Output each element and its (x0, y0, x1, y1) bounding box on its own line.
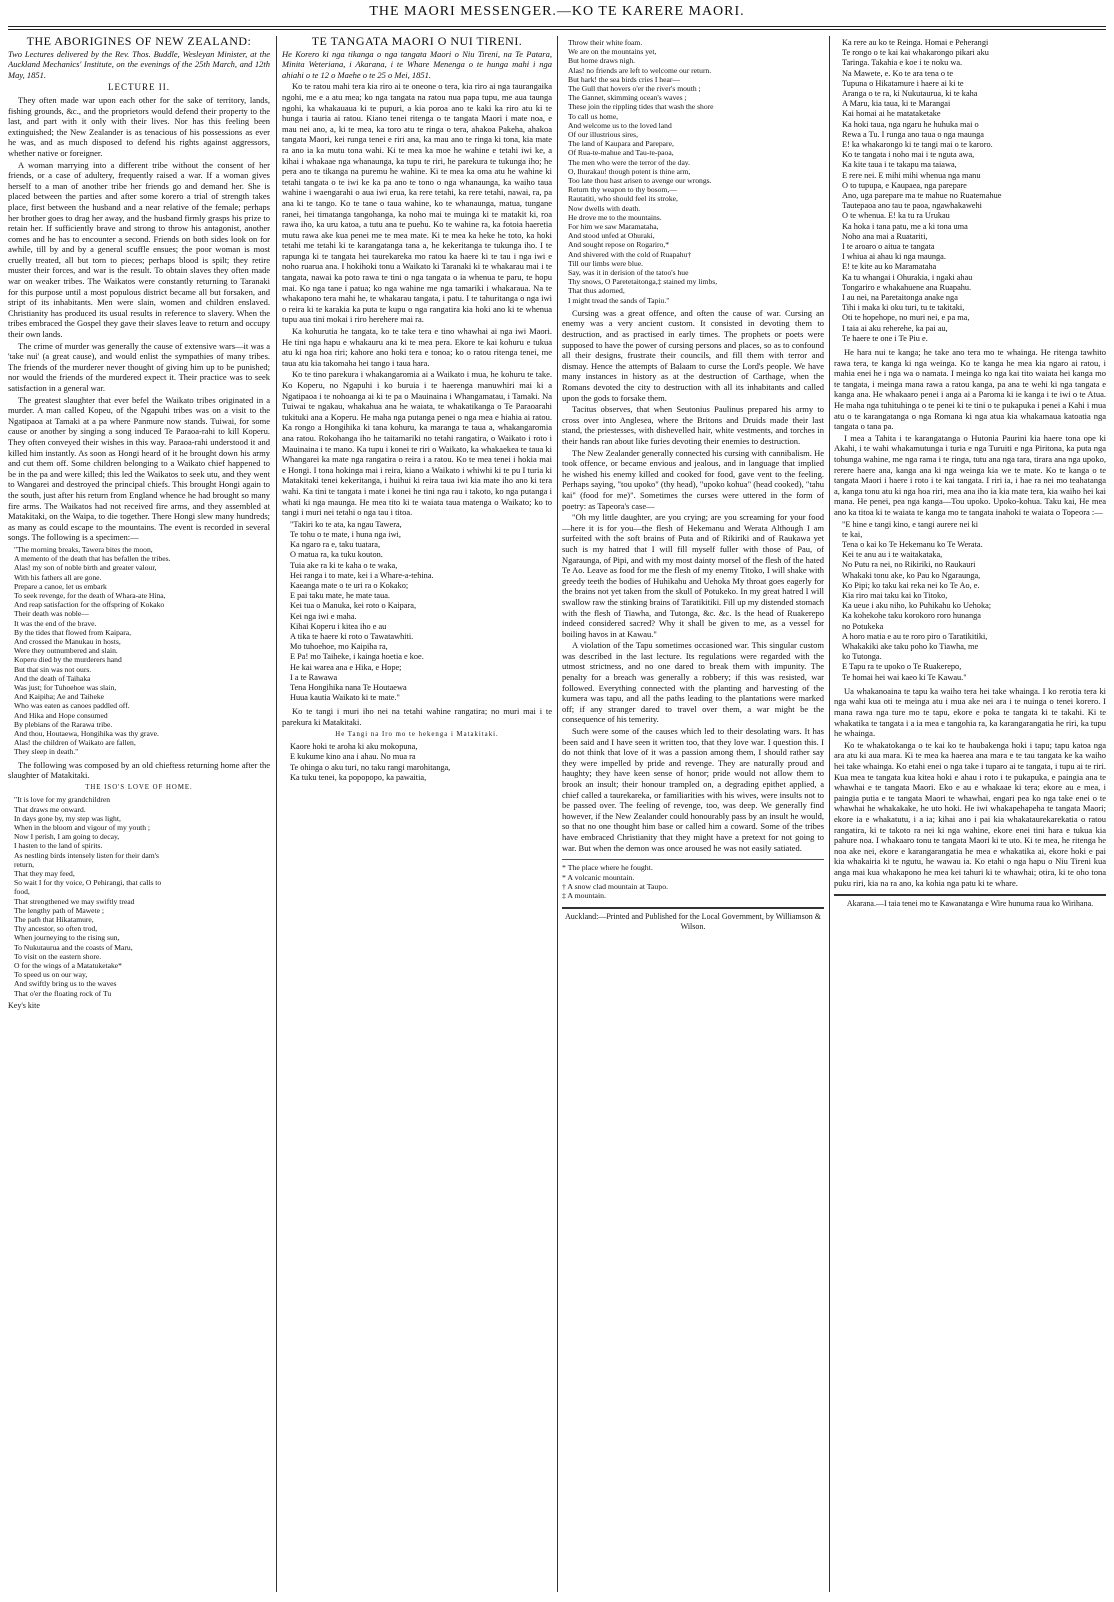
text-line: Kei nga iwi e maha. (290, 611, 357, 621)
text-line: Who was eaten as canoes paddled off. (14, 701, 130, 711)
text-line: The Gannet, skimming ocean's waves ; (568, 93, 687, 103)
paragraph: He hara nui te kanga; he take ano tera mo te whainga. He ritenga tawhito rawa tera, te kanga ki nga weinga. Ko te kanga he mea kia ngaro ai ratou, i mahia enei he i nga wa o namata. I meinga ko nga kai tito waiata hei kanga mo te tangata, i meinga mana rawa a ratou kanga, pa ana te wehi ki nga tangata e kanga ana. He whakaaro penei i anga ai a Paroma ki ie kanga i te iwi o te Atua. He maha nga tuhituhinga o te penei ki te tini o te pukapuka i penei a Kahi i mua atu o te karangatanga o nga Romana ki nga atua kia whakamaua katoatia nga tangata o tana pa. (834, 347, 1106, 432)
text-line: And swiftly bring us to the waves (14, 979, 117, 989)
paragraph: The New Zealander generally connected his cursing with cannibalism. He took offence, or became envious and jealous, and in language that implied he wished his enemy killed and cooked for food, gave vent to the feeling. Perhaps saying, "tou upoko" (thy head), "upoko kohua" (head cooked), "tahu kai" (food for me)". Sometimes the curses were uttered in the form of poetry: as Tapeora's case— (562, 447, 824, 511)
column-divider (276, 36, 277, 1592)
text-line: He kai warea ana e Hika, e Hope; (290, 662, 402, 672)
paragraph: Ko te ratou mahi tera kia riro ai te oneone o tera, kia riro ai nga taurangaika ngohi, me e a atu mea; ko nga tangata na ratou nua papa tupu, me aua taunga ngohi, ka whakauaua ki te pupuri, a kia poroa ano te kaki ka riro atu ki te hunga i tauria ai ratou. Kiano tenei ritenga o te tangata Maori i mate noa, e mau nei ano, a, ki te mea, ka toro atu te ringa o tera, ahakoa Pakeha, ahakoa tangata Maori, kei runga tenei e riri ana, ka mau ano te ringa ki tona, kia mate ra ano ia ka mutu tona wahi. Ki te mea ka moe he wahine e tetahi iwi ke, a kihai i whakaae nga whanaunga, ka tupu te riri, he parekura te tukunga iho; he pera ano te tikanga na puremu he wahine. Ki te mea ka oma atu he wahine ki tetahi tangata o te iwi ke ka pa ano te tono o nga whanaunga, ka waiho taua wahine i waengarahi o aua iwi erua, ka rere tetahi, ka rere tetahi, nawai, ra, pa ana ki te tango. Ko te tane o taua wahine, ko te whanaunga, matua, tungane ranei, hei timatanga tangohanga, ka noho mai te muinga ki te matakit ki, roa rawa iho, ka uru katoa, a tutu ana te puehu. Ko te wahine ra, ka fotoia haeretia mutu rawa ake kua penei me te mea mate. Ki te mea ka heke he toto, ka hoki tetahi me tetahi ki te karangatanga tana a, he kekeritanga te tukunga iho. I te rapunga ki te tangata hei taurekareka mo ratou ka haere ki te tau i nga iwi e noho ruarua ana. I hokihoki tonu a Waikato ki Taranaki ki te whakarau mai i te tangata, nawai ka poto rawa te tini o nga tangata o ia whenua te paru, te hopu mai. Ko nga tane i patua; ko nga wahine me nga tamariki i whakaraua. Na te whakapono tera mahi he, te whakarau tangata, i patu. I te tahuritanga o nga iwi o reira ki te karakia ka puta te kupu o nga rangatira kia hoki ano ki te whenua tupu aua tini mokai i riro herehere mai ra. (282, 81, 552, 325)
text-line: Were they outnumbered and slain. (14, 646, 118, 656)
text-line: * A volcanic mountain. (562, 872, 635, 882)
text-line: Ka rere au ko te Reinga. Homai e Peherangi (842, 38, 989, 47)
text-line: Koperu died by the murderers hand (14, 655, 122, 665)
text-line: To seek revenge, for the death of Whara-ate Hina, (14, 590, 166, 600)
text-line: And Kaipiha; Ae and Taiheke (14, 692, 105, 702)
text-line: Thy ancestor, so often trod, (14, 924, 98, 934)
poem-continued (842, 38, 1106, 344)
text-line: Kei te anu au i te waitakataka, (842, 550, 943, 560)
text-line: That they may feed, (14, 868, 75, 878)
text-line: Ka kohekohe taku korokoro roro hunanga (842, 611, 981, 621)
text-line: Kai homai ai he matataketake (842, 109, 941, 119)
text-line: Alas! my son of noble birth and greater valour, (14, 563, 157, 573)
paragraph: Such were some of the causes which led to their desolating wars. It has been said and I have seen it written too, that they love war. I question this. I do not think that love of it was a passion among them, I should rather say they were impelled by pride and revenge. They are naturally proud and haughty; they have keen sense of honor; pride would not allow them to brook an insult; their honour trampled on, a degrading epithet applied, a chief called a taurekareka, or familiarities with his wives, were insults not to be passed over. The feeling of revenge, too, was deep. We generally find however, if the New Zealander could honourably pass by an insult he would, so that no one thought him base or called him a coward. Some of the tribes have embraced Christianity that they might have a pretext for not going to war. But when the demon was once aroused he was not easily satiated. (562, 726, 824, 853)
text-line: By the tides that flowed from Kaipara, (14, 627, 132, 637)
text-line: No Putu ra nei, no Rikiriki, no Raukauri (842, 560, 976, 570)
text-line: That thus adorned, (568, 286, 625, 296)
text-line: And Hika and Hope consumed (14, 710, 108, 720)
text-line: Mo tuhoehoe, mo Kaipiha ra, (290, 642, 388, 652)
text-line: A tika te haere ki roto o Tawatawhiti. (290, 631, 414, 641)
masthead: THE MAORI MESSENGER.—KO TE KARERE MAORI. (369, 4, 745, 19)
text-line: O, Ihurakau! though potent is thine arm, (568, 166, 691, 176)
text-line: I au nei, na Paretaitonga anake nga (842, 293, 958, 303)
text-line: The lengthy path of Mawete ; (14, 905, 105, 915)
article-intro: He Korero ki nga tikanga o nga tangata Maori o Niu Tireni, na Te Patara, Minita Weteriana, i Akarana, i te Whare Menenga o te hunga mahi i nga ahiahi o te 12 o Maehe o te 25 o Mei, 1851. (282, 48, 552, 80)
text-line: For him we saw Maramataha, (568, 222, 659, 232)
text-line: ‡ A mountain. (562, 891, 606, 901)
text-line: Ka hoka i tana patu, me a ki tona uma (842, 221, 968, 231)
paragraph: The greatest slaughter that ever befel the Waikato tribes originated in a murder. A man called Kopeu, of the Ngapuhi tribes was on a visit to the Ngatipaoa at Tamaki at a pa where Panmure now stands. Tuiwai, for some cause or another by singing a song induced Te Paraoa-rahi to kill Koperu. They often conveyed their wishes in this way. Paraoa-rahi understood it and killed him instantly. As soon as Hongi heard of it he brought down his army and cut them off. Some children belonging to a Waikato chief happened to be in the pa and were killed; this led the Waikatos to seek utu, and they went to Wangarei and destroyed the principal chiefs. This brought Hongi again to the south, just after his return from England whence he had brought so many fire arms. The Waikatos had not received fire arms, and they assembled at Matakitaki, on the Waipa, to die together. There Hongi slew many hundreds; as many as could escape to the mountains. The event is recorded in several songs. The following is a specimen:— (8, 394, 270, 543)
text-line: O for the wings of a Matatuketake* (14, 961, 122, 971)
text-line: Throw their white foam. (568, 38, 643, 47)
paragraph: The crime of murder was generally the cause of extensive wars—it was a 'take nui' (a great cause), and would enlist the sympathies of many tribes. The friends of the murderer never thought of giving him up to be punished; nor would the friends of the murdered expect it. Their practice was to seek satisfaction in a general war. (8, 340, 270, 393)
text-line: Alas! no friends are left to welcome our return. (568, 65, 712, 75)
poem-matakitaki (14, 545, 270, 757)
text-line: Aranga o te ra, ki Nukutaurua, ki te kaha (842, 89, 978, 99)
text-line: Whakakiki ake taku poho ko Tiawha, me (842, 642, 979, 652)
paragraph: "Oh my little daughter, are you crying; are you screaming for your food—here it is for you—the flesh of Hekemanu and Werata Although I am surfeited with the soft brains of Puta and of Rikiriki and of Raukawa yet such is my hatred that I will fill myself fuller with those of Pau, of Ngaraunga, of Pipi, and with my most dainty morsel of the flesh of the hated Te Ao. Leave as food for me the flesh of my enemy Titoko, I will shake with greedy teeth the bodies of Huhikahu and Uehoka My throat goes eagerly for the brains not yet taken from the skull of Potukeko. In my great hatred I will swallow raw the stinking brains of Taratikitiki. Fill up my distended stomach with the flesh of Tiawha, and Tutonga, &c. &c. Is the head of Ruakerepo indeed considered sacred? Why it shall be given to me, as a vessel for boiling havos in at Kawau." (562, 512, 824, 639)
column-english-lecture (8, 36, 270, 1592)
text-line: Kia riro mai taku kai ko Titoko, (842, 591, 948, 601)
text-line: Thy snows, O Paretetaitonga,‡ stained my limbs, (568, 277, 718, 287)
article-title: THE ABORIGINES OF NEW ZEALAND: (26, 36, 252, 48)
text-line: Kei tua o Manuka, kei roto o Kaipara, (290, 601, 417, 611)
text-line: Return thy weapon to thy bosom,— (568, 185, 677, 195)
text-line: E Tapu ra te upoko o Te Ruakerepo, (842, 662, 962, 672)
text-line: But that sin was not ours. (14, 664, 92, 674)
paragraph: Ko te tangi i muri iho nei na tetahi wahine rangatira; no muri mai i te parekura ki Matakitaki. (282, 706, 552, 727)
text-line: And welcome us to the loved land (568, 120, 672, 130)
text-line: Ano, uga parepare ma te mahue no Ruatemahue (842, 191, 1002, 201)
text-line: The men who were the terror of the day. (568, 157, 691, 167)
text-line: Now dwells with death. (568, 203, 641, 213)
column-maori-lecture (282, 36, 552, 1592)
text-line: Te tohu o te mate, i huna nga iwi, (290, 529, 401, 539)
text-line: That strengthened we may swiftly tread (14, 896, 135, 906)
text-line: Ko te tangata i noho mai i te nguta awa, (842, 150, 975, 160)
text-line: "E hine e tangi kino, e tangi aurere nei ki (842, 519, 979, 529)
text-line: O matua ra, ka tuku kouton. (290, 550, 383, 560)
text-line: Hei ranga i to mate, kei i a Whare-a-tehina. (290, 570, 434, 580)
text-line: Te ohinga o aku turi, no taku rangi marohitanga, (290, 762, 451, 772)
text-line: To visit on the eastern shore. (14, 951, 102, 961)
text-line: With his fathers all are gone. (14, 572, 102, 582)
text-line: But hark! the sea birds cries I hear— (568, 74, 680, 84)
text-line: Say, was it in derision of the tatoo's hue (568, 268, 689, 278)
paragraph: A violation of the Tapu sometimes occasioned war. This singular custom was described in the last lecture. Its regulations were regarded with the utmost strictness, and no one dared to break them with impunity. The penalty for a breach was generally a robbery; if this was resisted, war followed. Everything connected with the planting and harvesting of the kumera was tapu, and all the paths leading to the plantations were marked off; if any stranger dared to travel over them, a war might be the consequence of his temerity. (562, 640, 824, 725)
text-line: We are on the mountains yet, (568, 47, 657, 57)
text-line: Ka tu whangai i Ohurakia, i ngaki ahau (842, 272, 973, 282)
text-line: Noho ana mai a Ruatariti, (842, 231, 928, 241)
paragraph: Ua whakanoaina te tapu ka waiho tera hei take whainga. I ko rerotia tera ki nga wahi kua oti te meinga atu i mua ake nei ara i te nuinga o tenei korero. I mana rawa nga ture mo te tapu, ekore e poka te tangata ki te takahi. Ki te whakatika te tangata i a ia mea e tangohia ra, ka karangarangatia he riri, ka tupu he whainga. (834, 685, 1106, 739)
text-line: Oti te hopehope, no muri nei, e pa ma, (842, 313, 970, 323)
text-line: And thou, Houtaewa, Hongihika was thy grave. (14, 728, 159, 738)
text-line: And crossed the Manukau in hosts, (14, 636, 121, 646)
text-line: I te aroaro o aitua te tangata (842, 242, 935, 252)
text-line: Till our limbs were blue. (568, 258, 644, 268)
text-line: By plebians of the Rarawa tribe. (14, 719, 113, 729)
text-line: Ko Pipi; ko taku kai reka nei ko Te Ao, e. (842, 580, 980, 590)
paragraph: The following was composed by an old chieftess returning home after the slaughter of Matakitaki. (8, 759, 270, 781)
text-line: I taia ai aku reherehe, ka pai au, (842, 323, 948, 333)
masthead-rule-2 (8, 29, 1106, 30)
text-line: † A snow clad mountain at Taupo. (562, 881, 669, 891)
paragraph: Cursing was a great offence, and often the cause of war. Cursing an enemy was a very ancient custom. It consisted in devoting them to destruction, and as practised in early times. The prophets or poets were supposed to have the power of cursing persons and places, so as to confound all their designs, frustrate their councils, and fill them with terror and dismay. Hence the attempts of Balaam to curse the Lord's people. We have many instances in history as at the destruction of Carthage, when the Romans devoted the city to destruction with all its inhabitants and called upon the gods to forsake them. (562, 307, 824, 403)
text-line: O te whenua. E! ka tu ra Urukau (842, 211, 950, 221)
text-line: When in the bloom and vigour of my youth ; (14, 822, 151, 832)
text-line: And shivered with the cold of Ruapahu† (568, 249, 692, 259)
footnotes (562, 859, 824, 901)
text-line: Kihai Koperu i kitea iho e au (290, 621, 387, 631)
text-line: I a te Rawawa (290, 672, 338, 682)
paragraph: Ko te tino parekura i whakangaromia ai a Waikato i mua, he kohuru te take. Ko Koperu, no Ngapuhi i ko buruia i te haerenga manuwhiri mai ki a Ngatipaoa i te nohoanga ai ki te pa o Mauinaina i Whangamatau, i Tamaki. Na Tuiwai te ngakau, whakahua ana he waiata, te whakatikanga o Te Paraoarahi tukituki ana a Koperu. He maha nga putanga penei o nga mea e hiahia ai ratou. Ka rongo a Hongihika ki tana kohuru, ka maranga te taua a, whakangaromia ana ratou. Rokohanga iho he taitamariki no tetahi rangatira, o Waikato i roto i Mauinaina i te mano. Ka tupu i konei te riri o Waikato, ka whakaekea te taua ki Whangarei ka mate nga rangatira o reira i a ratou. Ko te mea tenei i hokia mai e Hongi. I tona hokinga mai i reira, kiano a Waikato i whiwhi ki te pu I turia ki Matakitaki tenei kekeritanga, i huihui ki reira taua iwi kia mate iho ano ki tera wahi. Ka tini te tangata i mate i konei he tini nga rau i takoto, ko nga putanga i whati ki nga maunga. He mea tito ki te waiata taua matenga o Waikato; ko to tangi i muri nei tetahi o nga tau i titoa. (282, 369, 552, 518)
text-line: The path that Hikatamure, (14, 915, 94, 924)
poem-title: He Tangi na Iro mo te hekenga i Matakitaki. (335, 730, 499, 738)
text-line: When journeying to the rising sun, (14, 933, 120, 943)
text-line: te kai, (842, 529, 863, 539)
poem-title: THE ISO'S LOVE OF HOME. (85, 783, 193, 791)
text-line: "The morning breaks, Tawera bites the moon, (14, 544, 153, 554)
paragraph: I mea a Tahita i te karangatanga o Hutonia Paurini kia haere tona ope ki Akahi, i te wahi whakamutunga i turia e nga Turuiti e nga Piritona, ka puta nga tohunga wahine, me nga rama i te ringa, tutu ana nga tara, tirara ana nga upoko, rerere haere ana, kanga ana ki nga weinga kia we te mate. Ko te kanga o te tangata Maori i haere i roto i te kai tangata. I riri ia, i hae ra nei mo teahatanga a, kanga tonu atu ki nga hoa riri, mea ana iho ia kia mate tera, kia waiho hei kai mana. He penei, pea nga kanga—Tou upoko. Upoko-kohua. Taku kai, He mea ano ka titoa ki te waiata te kanga mo te tangata inahoki te waiata o Topeora :— (834, 432, 1106, 517)
article-title: TE TANGATA MAORI O NUI TIRENI. (311, 36, 523, 48)
text-line: Tuia ake ra ki te kaha o te waka, (290, 560, 398, 570)
text-line: E pai taku mate, he mate taua. (290, 591, 390, 601)
text-line: E kukume kino ana i ahau. No mua ra (290, 752, 416, 762)
text-line: The Gull that hovers o'er the river's mouth ; (568, 84, 701, 94)
text-line: E! ka whakarongo ki te tangi mai o te karoro. (842, 140, 993, 150)
paragraph: Ko te whakatokanga o te kai ko te haubakenga hoki i tapu; tapu katoa nga ara atu ki aua mara. Ki te mea ka haerea ana mara e te tau tangata ke ka waiho hei take whainga. Ko etahi enei o nga take i tuparo ai te tangata, i tupu ai te riri. Kua mea te tangata kua kitea hoki e ahau i roto i te pukapuka, e paingia ana te whawhai e te tangata Maori. Eko e au e whakaae ki tera; ekore au e mea, i paingia putia e te tangata Maori te whawhai, engari pea ko nga take enei o te whawhai he whakakake, he uto hoki. He iwi whakapehapeha te tangata Maori; ekore ia e whakatutu, i a ia; kihai ano i pai kia whakataurekarekatia o ratou rangatira, ki te takoto ra nei ki nga wahine, ekore enei tini hara e tukua kia pahure noa. I whakaaro tonu te tangata Maori ki te uto. Ki te mea, he ritenga he noa ake nei, ekore e karangarangatia he mea e whakatika ai, ekore hoki e pai kia whakairia ki te ngutu, he wawau ia. Ko etahi o nga hapu o Niu Tireni kua anga mai kua whakapono he mea kei tahuri ki te whawhai; otira, ki te oho tona puku riri, kia na ra ano, ka kohia nga patu ki te whare. (834, 739, 1106, 888)
text-line: Ka ueue i aku niho, ko Puhikahu ko Uehoka; (842, 601, 992, 611)
text-line: food, (14, 887, 30, 897)
column-english-continued (562, 36, 824, 1592)
text-line: Tena o kai ko Te Hekemanu ko Te Werata. (842, 540, 983, 549)
text-line: Alas! the children of Waikato are fallen, (14, 738, 136, 748)
text-line: Their death was noble— (14, 609, 89, 619)
text-line: E! te kite au ko Maramataha (842, 262, 937, 272)
text-line: O to tupupa, e Kaupaea, nga parepare (842, 180, 967, 190)
poem-takiri (290, 520, 552, 704)
text-line: And reap satisfaction for the offspring of Kokako (14, 600, 165, 610)
text-line: The land of Kaupara and Parepare, (568, 139, 674, 149)
text-line: Te haere te one i Te Piu e. (842, 333, 928, 343)
text-line: And sought repose on Rogariro,* (568, 240, 670, 250)
text-line: Tupuna o Hikatamure i haere ai ki te (842, 78, 964, 88)
text-line: Kaeanga mate o te uri ra o Kokako; (290, 580, 409, 590)
text-line: Te rongo o te kai kai whakarongo pikari aku (842, 48, 989, 58)
text-line: Tautepaoa ano tau te paoa, ngawhakawehi (842, 201, 982, 211)
text-line: But home draws nigh. (568, 56, 636, 66)
text-line: Tihi i maka ki oku turi, tu te takitaki, (842, 303, 965, 313)
text-line: "Takiri ko te ata, ka ngau Tawera, (290, 519, 402, 529)
column-divider (829, 36, 830, 1592)
lecture-heading: LECTURE II. (108, 82, 170, 93)
paragraph: Ka kohurutia he tangata, ko te take tera e tino whawhai ai nga iwi Maori. He tini nga hapu e whakauru ana ki te mea pera. Ekore te kai kohuru e tukua atu ki nga hoa riri; kahore ano hoki tera e tonoa; ko o ratou ritenga tenei, me taua atu kia takomaha hei tango i taua hara. (282, 326, 552, 368)
text-line: return, (14, 859, 35, 869)
text-line: E Pa! mo Taiheke, i kainga hoetia e koe. (290, 652, 424, 662)
text-line: Prepare a canoe, let us embark (14, 581, 107, 591)
article-intro: Two Lectures delivered by the Rev. Thos. Buddle, Wesleyan Minister, at the Auckland Mechanics' Institute, on the evenings of the 25th March, and 12th May, 1851. (8, 48, 270, 80)
text-line: Na Mawete, e. Ko te ara tena o te (842, 68, 954, 78)
text-line: Of our illustrious sires, (568, 130, 639, 140)
masthead-rule (8, 26, 1106, 27)
text-line: Tongariro e whakahuene ana Ruapahu. (842, 282, 972, 292)
text-line: Taringa. Takahia e koe i te noku wa. (842, 58, 963, 68)
poem-tangi (290, 742, 552, 783)
text-line: To speed us on our way, (14, 970, 88, 980)
text-line: They sleep in death." (14, 747, 79, 757)
text-line: Tena Hongihika nana Te Houtaewa (290, 682, 407, 692)
text-line: Of Rua-te-mahue and Tau-te-paoa, (568, 148, 674, 158)
text-line: no Potukeka (842, 621, 884, 631)
text-line: Kaore hoki te aroha ki aku mokopuna, (290, 742, 418, 752)
text-line: That o'er the floating rock of Tu (14, 988, 112, 998)
text-line: Te homai hei wai kaeo ki Te Kawau." (842, 672, 967, 682)
text-line: Was just; for Tuhoehoe was slain, (14, 682, 117, 692)
text-line: In days gone by, my step was light, (14, 813, 121, 823)
text-line: Ka ngaro ra e, taku tuatara, (290, 540, 381, 550)
paragraph: A woman marrying into a different tribe without the consent of her friends, or a case of adultery, frequently raised a war. If a woman gives herself to a man of another tribe her friends go and demand her. She is placed between the parties and after some korero a trial of strength takes place, first between the husband and a near relative of the female; perhaps her brother goes to drag her away, and the husband firmly grasps his prize to retain her. If sufficiently brave and strong to throw his antagonist, another comes and he has to encounter a second. Friends on both sides look on for awhile, till by and by a general scuffle ensues; the poor woman is most cruelly treated, all but torn to pieces; perhaps blood is spilt; they retire muster their forces, and war is the result. To obtain slaves they often made war on weaker tribes. The Waikatos were constantly returning to Taranaki for this purpose until a most populous district became all but forsaken, and stript of its inhabitants. Men were slain, women and children enslaved. Christianity has produced its usual results in reference to slavery. When the tribes embraced the Gospel they gave their slaves leave to return and occupy their own lands. (8, 159, 270, 340)
column-maori-continued (834, 36, 1106, 1592)
paragraph: Tacitus observes, that when Seutonius Paulinus prepared his army to cross over into Anglesea, where the Britons and Druids made their last stand, the priestesses, with dishevelled hair, white vestments, and torches in their hands ran about like furies devoting their enemies to destruction. (562, 404, 824, 447)
text-line: "It is love for my grandchildren (14, 795, 111, 805)
imprint: Auckland:—Printed and Published for the Local Government, by Williamson & Wilson. (562, 907, 824, 932)
text-line: Rautatiti, who should feel its stroke, (568, 194, 678, 204)
text-line: To call us home, (568, 111, 619, 121)
text-line: To Nukutaurua and the coasts of Maru, (14, 942, 133, 952)
text-line: Ka tuku tenei, ka popopopo, ka pawaitia, (290, 772, 427, 782)
column-divider (557, 36, 558, 1592)
text-line: Huua kautia Waikato ki te mate." (290, 693, 400, 703)
poem-topeora (842, 520, 1106, 683)
catchword: Key's kite (8, 1000, 40, 1010)
text-line: It was the end of the brave. (14, 618, 97, 628)
text-line: These join the rippling tides that wash the shore (568, 102, 714, 112)
text-line: He drove me to the mountains. (568, 212, 662, 222)
text-line: * The place where he fought. (562, 863, 653, 873)
text-line: I might tread the sands of Tapiu." (568, 295, 670, 305)
poem-love-of-home (14, 795, 270, 997)
poem-continued (568, 38, 824, 305)
text-line: Now I perish, I am going to decay, (14, 832, 120, 842)
text-line: So wait I for thy voice, O Pehirangi, that calls to (14, 878, 162, 888)
text-line: As nestling birds intensely listen for their dam's (14, 850, 159, 860)
text-line: Rewa a Tu. I runga ano taua o nga maunga (842, 129, 984, 139)
text-line: And the death of Taihaka (14, 673, 91, 683)
paragraph: They often made war upon each other for the sake of territory, lands, fishing grounds, &c., and the proprietors would defend their property to the last, and part with it only with their lives. Nor has this feeling been extinguished; the New Zealander is as tenacious of his possessions as ever he was, and as much disposed to defend his rights against aggressors, whether native or foreigner. (8, 94, 270, 158)
text-line: Whakaki tonu ake, ko Pau ko Ngaraunga, (842, 570, 981, 580)
text-line: I hasten to the land of spirits. (14, 841, 103, 851)
text-line: Too late thou hast arisen to avenge our wrongs. (568, 176, 712, 186)
text-line: A Maru, kia taua, ki te Marangai (842, 99, 951, 109)
text-line: That draws me onward. (14, 804, 86, 814)
text-line: Ka hoki taua, nga ngaru he huhuka mai o (842, 119, 979, 129)
text-line: Ka kite taua i te takapu ma taiawa, (842, 160, 957, 170)
text-line: And stood unfed at Ohuraki, (568, 231, 655, 241)
text-line: I whiua ai ahau ki nga maunga. (842, 252, 946, 262)
text-line: E rere nei. E mihi mihi whenua nga manu (842, 170, 981, 180)
text-line: A memento of the death that has befallen the tribes. (14, 554, 171, 564)
imprint: Akarana.—I taia tenei mo te Kawanatanga e Wire hunuma raua ko Wirihana. (834, 894, 1106, 909)
text-line: A horo matia e au te roro piro o Taratikitiki, (842, 631, 988, 641)
text-line: ko Tutonga. (842, 652, 882, 662)
